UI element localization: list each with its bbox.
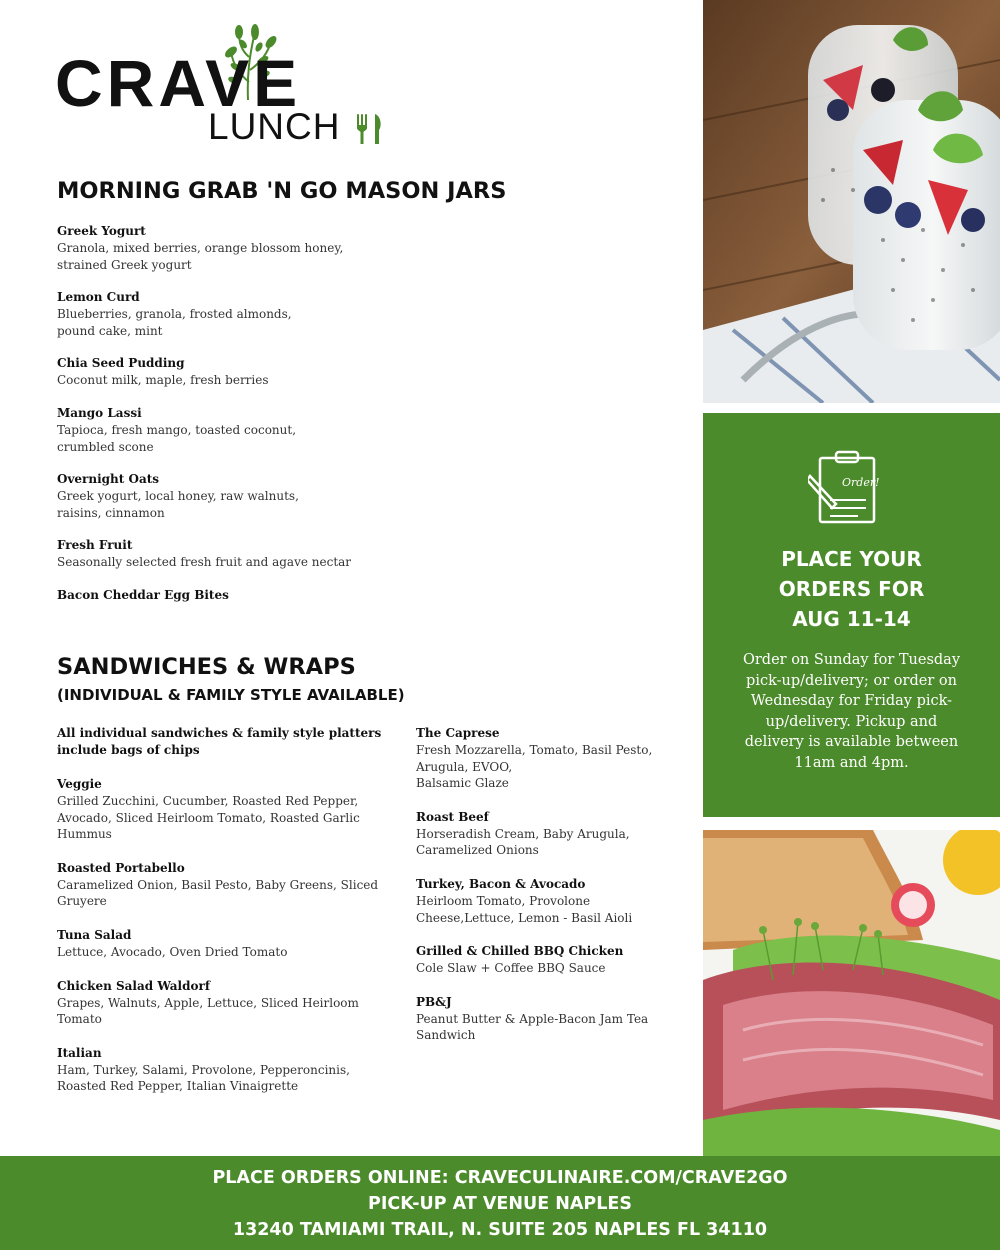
menu-item bbox=[416, 809, 681, 859]
clipboard-order-text: Order! bbox=[842, 476, 880, 489]
menu-item-name: Lemon Curd bbox=[57, 290, 140, 305]
menu-item-desc: Granola, mixed berries, orange blossom honey, strained Greek yogurt bbox=[57, 241, 344, 272]
footer-order-online: PLACE ORDERS ONLINE: CRAVECULINAIRE.COM/CRAVE2GO bbox=[212, 1168, 788, 1188]
morning-heading: MORNING GRAB 'N GO MASON JARS bbox=[57, 178, 507, 204]
menu-item-desc: Horseradish Cream, Baby Arugula, Caramelized Onions bbox=[416, 826, 630, 858]
menu-item bbox=[57, 587, 387, 604]
menu-item-desc: Caramelized Onion, Basil Pesto, Baby Greens, Sliced Gruyere bbox=[57, 877, 379, 909]
order-title: PLACE YOUR ORDERS FOR AUG 11-14 bbox=[778, 547, 925, 631]
sandwiches-right-list bbox=[416, 725, 681, 1061]
logo-lunch-text: LUNCH bbox=[208, 106, 341, 147]
sandwich-illustration bbox=[703, 830, 1000, 1156]
menu-item-name: Overnight Oats bbox=[57, 472, 160, 487]
menu-item-name: Fresh Fruit bbox=[57, 538, 133, 553]
menu-item-name: Tuna Salad bbox=[57, 927, 132, 942]
menu-item-desc: Fresh Mozzarella, Tomato, Basil Pesto, Arugula, EVOO, Balsamic Glaze bbox=[416, 743, 653, 791]
fork-knife-icon bbox=[353, 112, 387, 146]
sandwich-photo bbox=[703, 830, 1000, 1156]
footer-pickup: PICK-UP AT VENUE NAPLES bbox=[368, 1194, 632, 1214]
menu-item-name: Turkey, Bacon & Avocado bbox=[416, 876, 586, 891]
clipboard-order-icon bbox=[808, 448, 880, 526]
menu-item bbox=[57, 1045, 382, 1095]
menu-item-name: The Caprese bbox=[416, 726, 500, 740]
chia-pudding-photo bbox=[703, 0, 1000, 403]
menu-item-name: Grilled & Chilled BBQ Chicken bbox=[416, 944, 624, 959]
menu-item-desc: Seasonally selected fresh fruit and agave nectar bbox=[57, 555, 352, 570]
menu-item bbox=[57, 289, 387, 339]
menu-item-desc: Tapioca, fresh mango, toasted coconut, crumbled scone bbox=[57, 422, 297, 454]
menu-item-desc: Grilled Zucchini, Cucumber, Roasted Red Pepper, Avocado, Sliced Heirloom Tomato, Roasted Garlic Hummus bbox=[57, 794, 360, 842]
menu-item bbox=[57, 927, 382, 961]
menu-item bbox=[57, 860, 382, 910]
menu-item bbox=[57, 471, 387, 521]
menu-item bbox=[57, 355, 387, 389]
menu-item-desc: Grapes, Walnuts, Apple, Lettuce, Sliced Heirloom Tomato bbox=[57, 995, 359, 1027]
footer-banner bbox=[0, 1156, 1000, 1250]
morning-items-list bbox=[57, 223, 387, 620]
menu-item bbox=[57, 405, 387, 455]
menu-item-name: Chia Seed Pudding bbox=[57, 356, 185, 371]
menu-item-desc: Peanut Butter & Apple-Bacon Jam Tea Sandwich bbox=[416, 1011, 649, 1043]
order-info-panel bbox=[703, 413, 1000, 817]
chia-pudding-illustration bbox=[703, 0, 1000, 403]
menu-item bbox=[57, 978, 382, 1028]
menu-item-name: Chicken Salad Waldorf bbox=[57, 978, 210, 993]
menu-item bbox=[57, 223, 387, 273]
crave-lunch-logo bbox=[55, 22, 395, 147]
sandwiches-left-list bbox=[57, 725, 382, 1112]
menu-item-desc: Coconut milk, maple, fresh berries bbox=[57, 373, 269, 388]
logo-crave-text: CRAVE bbox=[55, 46, 302, 120]
menu-item-name: Roasted Portabello bbox=[57, 860, 185, 875]
menu-item-desc: Ham, Turkey, Salami, Provolone, Pepperoncinis, Roasted Red Pepper, Italian Vinaigrette bbox=[57, 1062, 350, 1094]
menu-item-desc: Blueberries, granola, frosted almonds, pound cake, mint bbox=[57, 307, 292, 338]
menu-item bbox=[57, 537, 387, 571]
menu-item-desc: Greek yogurt, local honey, raw walnuts, raisins, cinnamon bbox=[57, 489, 299, 520]
menu-item bbox=[416, 725, 681, 792]
menu-item bbox=[57, 776, 382, 843]
menu-item-name: Greek Yogurt bbox=[57, 224, 146, 238]
menu-item-name: PB&J bbox=[416, 994, 452, 1009]
menu-item-name: Bacon Cheddar Egg Bites bbox=[57, 587, 229, 602]
menu-item-name: Veggie bbox=[57, 777, 102, 791]
menu-item-desc: Cole Slaw + Coffee BBQ Sauce bbox=[416, 961, 606, 976]
sandwiches-subheading: (INDIVIDUAL & FAMILY STYLE AVAILABLE) bbox=[57, 686, 405, 704]
order-instructions: Order on Sunday for Tuesday pick-up/delivery; or order on Wednesday for Friday pick-up/delivery. Pickup and delivery is available between 11am and 4pm. bbox=[742, 652, 961, 771]
sandwiches-heading: SANDWICHES & WRAPS bbox=[57, 654, 356, 680]
menu-item-name: Mango Lassi bbox=[57, 405, 142, 420]
menu-item bbox=[416, 994, 681, 1044]
menu-item-name: Roast Beef bbox=[416, 809, 489, 824]
menu-item-desc: Heirloom Tomato, Provolone Cheese,Lettuce, Lemon - Basil Aioli bbox=[416, 893, 633, 925]
menu-item bbox=[416, 876, 681, 926]
menu-item bbox=[416, 943, 681, 977]
menu-item-desc: Lettuce, Avocado, Oven Dried Tomato bbox=[57, 944, 288, 959]
menu-note bbox=[57, 725, 382, 759]
footer-address: 13240 TAMIAMI TRAIL, N. SUITE 205 NAPLES FL 34110 bbox=[232, 1220, 768, 1240]
menu-item-name: Italian bbox=[57, 1045, 102, 1060]
menu-note-text: All individual sandwiches & family style platters include bags of chips bbox=[57, 726, 382, 757]
